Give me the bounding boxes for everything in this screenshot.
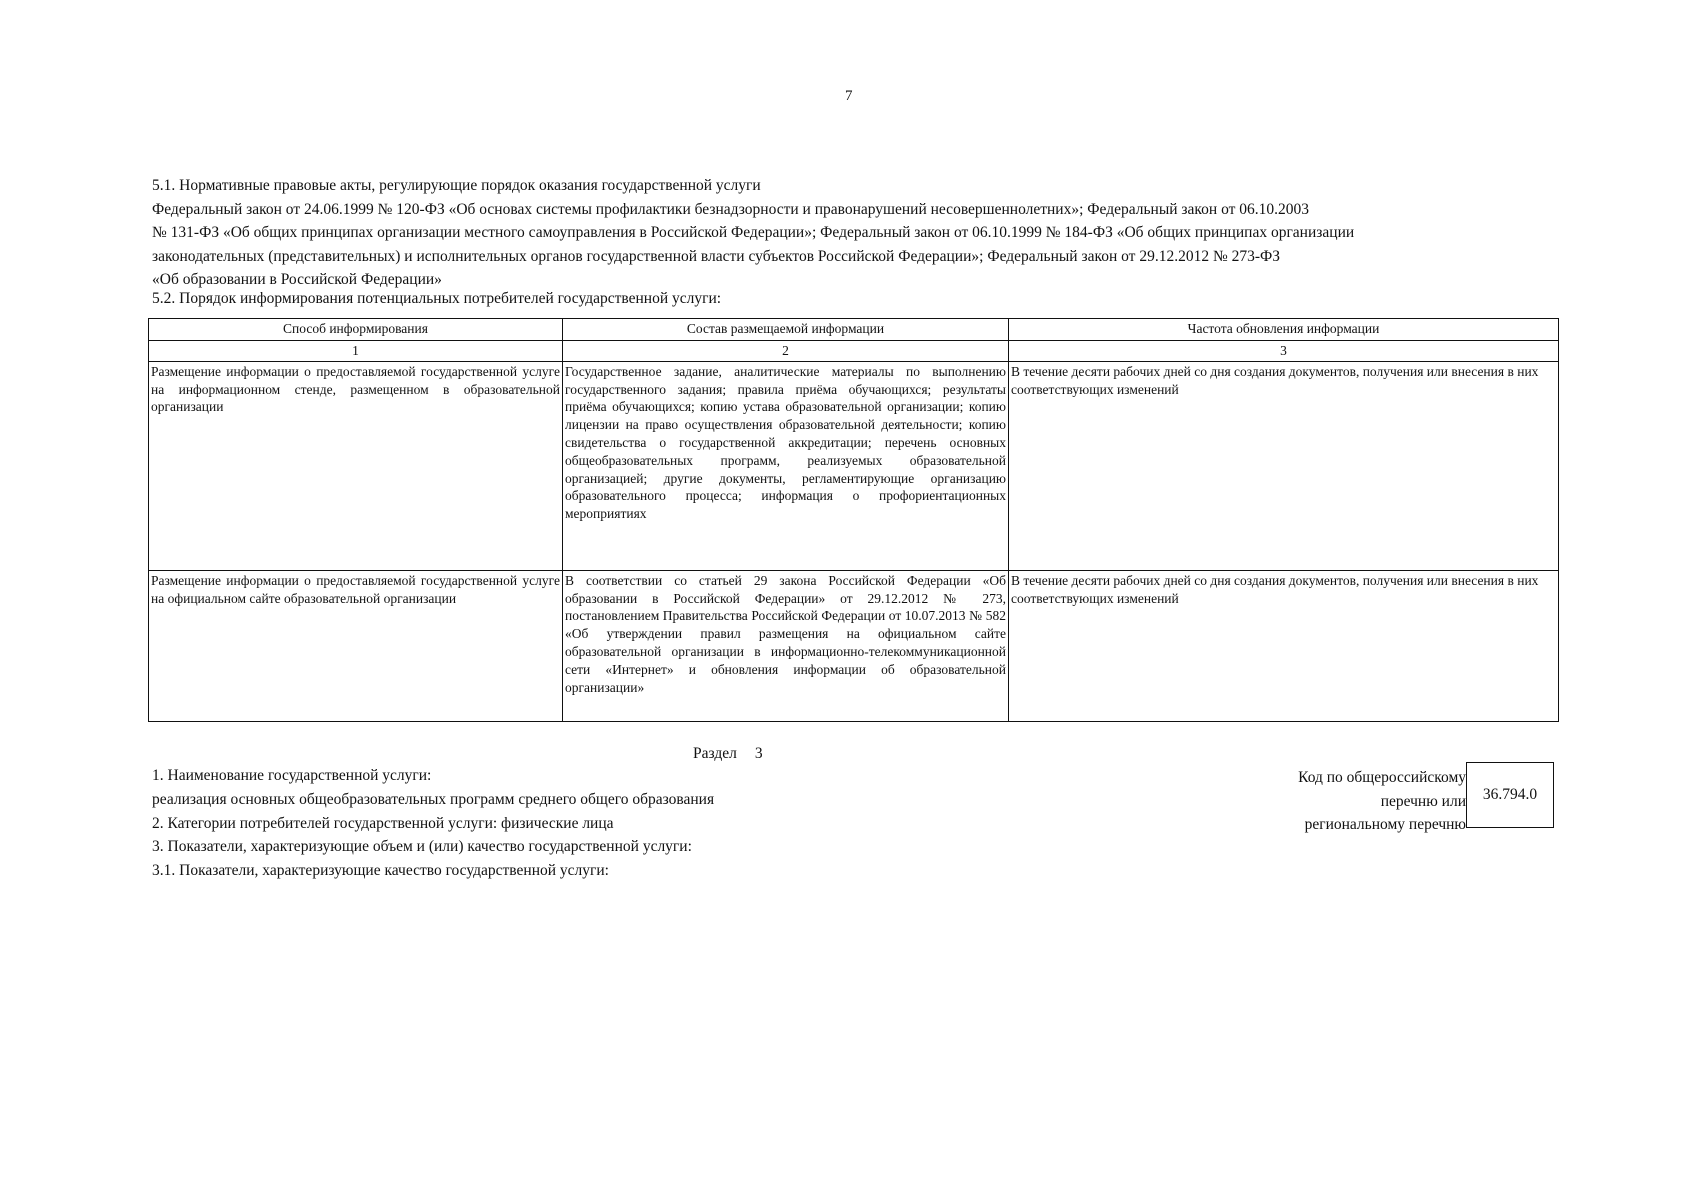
column-number: 2 xyxy=(563,341,1009,362)
section-3-line: реализация основных общеобразовательных программ среднего общего образования xyxy=(152,790,715,808)
section-3-line: 3. Показатели, характеризующие объем и (или) качество государственной услуги: xyxy=(152,838,692,856)
section-5-2-title: 5.2. Порядок информирования потенциальных потребителей государственной услуги: xyxy=(152,290,722,307)
cell-method: Размещение информации о предоставляемой государственной услуге на информационном стенде, размещенном в образовательной организации xyxy=(149,361,563,570)
section-header-label: Раздел xyxy=(693,745,737,762)
cell-content: В соответствии со статьей 29 закона Российской Федерации «Об образовании в Российской Федерации» от 29.12.2012 № 273, постановлением Правительства Российской Федерации от 10.07.2013 № 582 «Об утверждении правил размещения на официальном сайте образовательной организации в информационно-телекоммуникационной сети «Интернет» и обновления информации об образовательной организации» xyxy=(563,570,1009,721)
cell-frequency: В течение десяти рабочих дней со дня создания документов, получения или внесения в них соответствующих изменений xyxy=(1009,361,1559,570)
page-number: 7 xyxy=(845,88,853,104)
section-header-number: 3 xyxy=(754,745,763,762)
code-label-line: региональному перечню xyxy=(1304,816,1466,833)
code-label-line: перечню или xyxy=(1380,792,1466,810)
table-header-row xyxy=(149,319,1559,341)
column-number: 3 xyxy=(1009,341,1559,362)
table-row xyxy=(149,570,1559,721)
section-5-1-title: 5.1. Нормативные правовые акты, регулирующие порядок оказания государственной услуги xyxy=(152,177,761,194)
code-value: 36.794.0 xyxy=(1482,786,1538,803)
section-5-1-line: № 131-ФЗ «Об общих принципах организации местного самоуправления в Российской Федерации»; Федеральный закон от 06.10.1999 № 184-ФЗ «Об общих принципах организации xyxy=(152,224,1355,241)
section-header xyxy=(693,745,763,763)
header-content: Состав размещаемой информации xyxy=(563,319,1009,341)
code-value-box xyxy=(1466,762,1554,828)
cell-frequency: В течение десяти рабочих дней со дня создания документов, получения или внесения в них соответствующих изменений xyxy=(1009,570,1559,721)
column-number: 1 xyxy=(149,341,563,362)
code-label xyxy=(1206,766,1466,837)
section-5-1-line: законодательных (представительных) и исполнительных органов государственной власти субъектов Российской Федерации»; Федеральный закон от 29.12.2012 № 273-ФЗ xyxy=(152,247,1281,265)
section-3 xyxy=(152,764,714,883)
section-3-line: 2. Категории потребителей государственной услуги: физические лица xyxy=(152,814,614,832)
information-table xyxy=(148,318,1559,722)
header-method: Способ информирования xyxy=(149,319,563,341)
cell-content: Государственное задание, аналитические материалы по выполнению государственного задания; правила приёма обучающихся; результаты приёма обучающихся; копию устава образовательной организации; копию лицензии на право осуществления образовательной деятельности; копию свидетельства о государственной аккредитации; перечень основных общеобразовательных программ, реализуемых образовательной организацией; другие документы, регламентирующие организацию образовательного процесса; информация о профориентационных мероприятиях xyxy=(563,361,1009,570)
section-5-1-line: «Об образовании в Российской Федерации» xyxy=(152,271,442,288)
code-label-line: Код по общероссийскому xyxy=(1298,769,1466,786)
cell-method: Размещение информации о предоставляемой государственной услуге на официальном сайте образовательной организации xyxy=(149,570,563,721)
section-5-1-line: Федеральный закон от 24.06.1999 № 120-ФЗ «Об основах системы профилактики безнадзорности и правонарушений несовершеннолетних»; Федеральный закон от 06.10.2003 xyxy=(152,200,1310,218)
table-row xyxy=(149,361,1559,570)
section-3-line: 1. Наименование государственной услуги: xyxy=(152,767,432,784)
table-number-row xyxy=(149,341,1559,362)
header-frequency: Частота обновления информации xyxy=(1009,319,1559,341)
section-5-1 xyxy=(152,174,1552,292)
section-3-line: 3.1. Показатели, характеризующие качество государственной услуги: xyxy=(152,862,609,880)
